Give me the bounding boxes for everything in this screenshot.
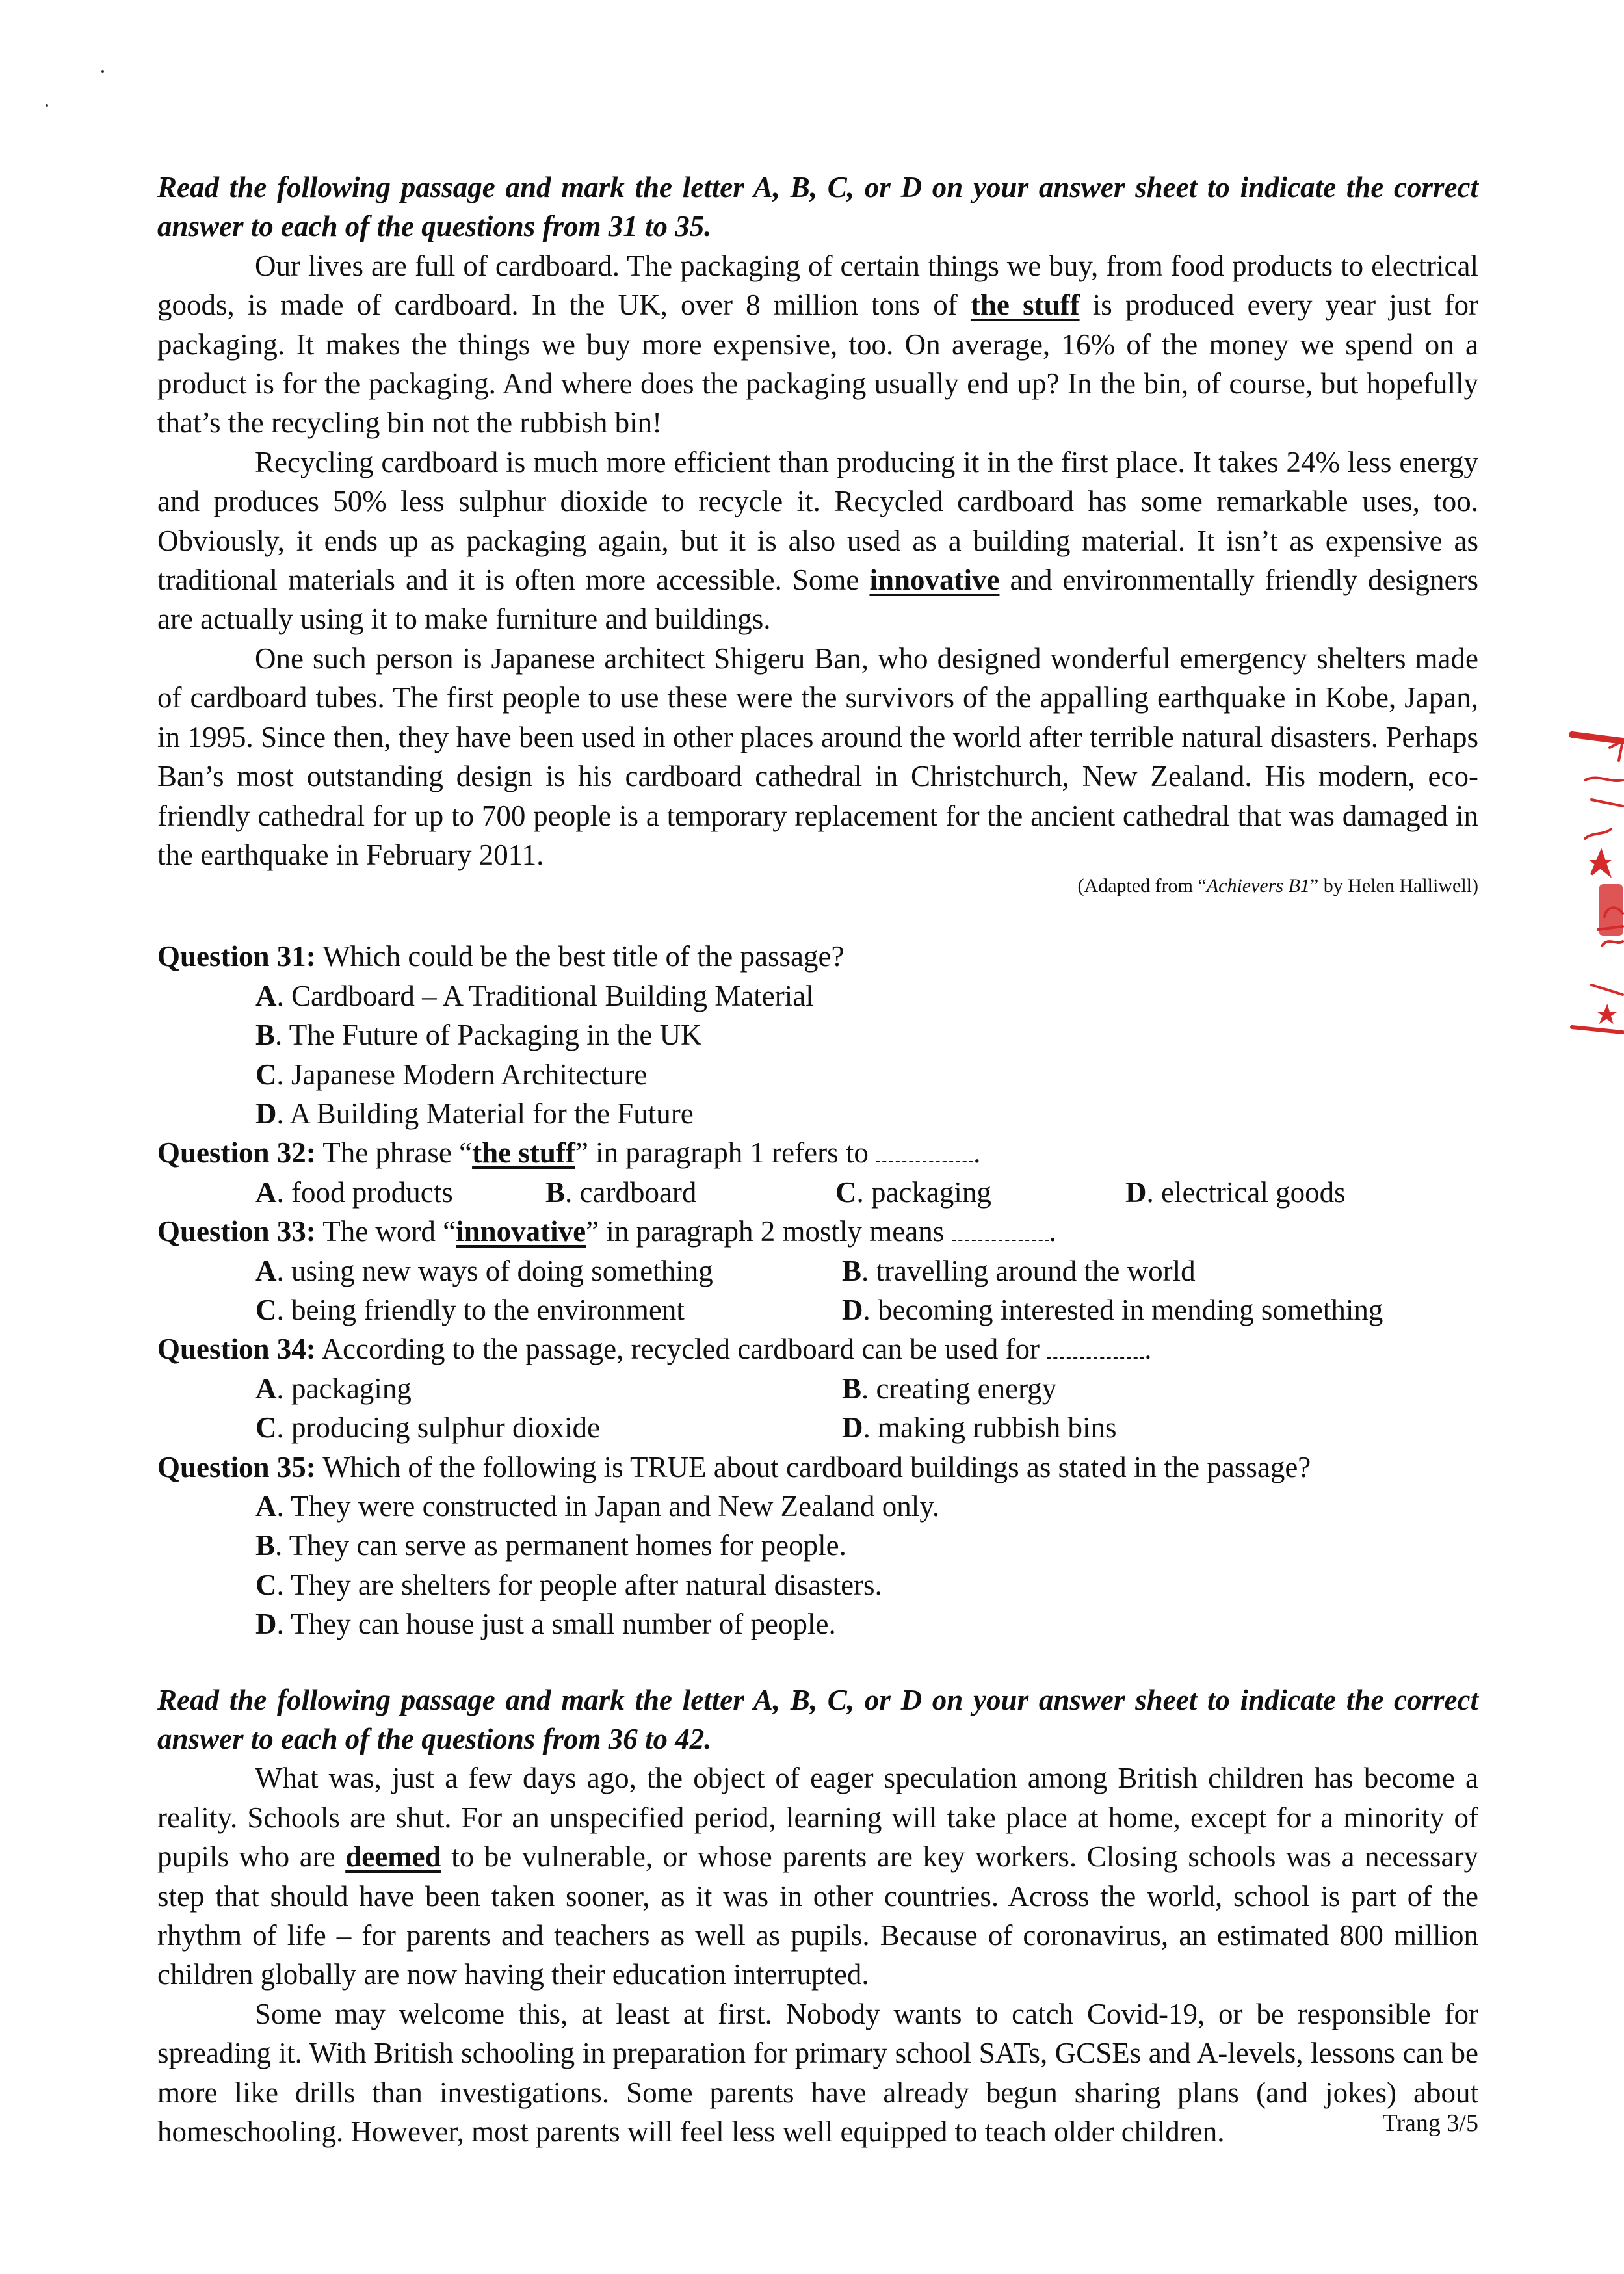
question-34-option-d[interactable]: D. making rubbish bins [842, 1411, 1117, 1444]
question-35-option-a[interactable]: A. They were constructed in Japan and New Zealand only. [255, 1490, 940, 1523]
spacer [157, 1644, 1478, 1680]
question-32-option-d[interactable]: D. electrical goods [1125, 1175, 1346, 1209]
question-34-options-cd [157, 1408, 1478, 1447]
question-33-options-ab [157, 1251, 1478, 1290]
passage1-paragraph-3: One such person is Japanese architect Shigeru Ban, who designed wonderful emergency shelters made of cardboard tubes. The first people to use these were the survivors of the appalling earthquake in Kobe, Japan, in 1995. Since then, they have been used in other places around the world after terrible natural disasters. Perhaps Ban’s most outstanding design is his cardboard cathedral in Christchurch, New Zealand. His modern, eco-friendly cathedral for up to 700 people is a temporary replacement for the ancient cathedral that was damaged in the earthquake in February 2011. [157, 642, 1478, 871]
answer-blank [1047, 1334, 1144, 1359]
highlight-deemed: deemed [345, 1840, 441, 1874]
question-34-options-ab [157, 1369, 1478, 1408]
question-31-option-c[interactable]: C. Japanese Modern Architecture [255, 1058, 648, 1091]
question-34: Question 34: According to the passage, recycled cardboard can be used for . [157, 1333, 1152, 1366]
page-number: Trang 3/5 [1382, 2110, 1478, 2137]
question-33-options-cd [157, 1290, 1478, 1329]
question-34-option-a[interactable]: A. packaging [255, 1372, 412, 1405]
question-35: Question 35: Which of the following is TRUE about cardboard buildings as stated in the passage? [157, 1450, 1311, 1483]
page-content [157, 168, 1478, 2152]
question-32: Question 32: The phrase “the stuff” in paragraph 1 refers to . [157, 1136, 981, 1170]
question-35-option-d[interactable]: D. They can house just a small number of people. [255, 1608, 836, 1641]
question-33-option-c[interactable]: C. being friendly to the environment [255, 1293, 685, 1326]
question-32-options [157, 1173, 1478, 1212]
highlight-the-stuff: the stuff [970, 289, 1080, 322]
passage2-paragraph-1: What was, just a few days ago, the object of eager speculation among British children has become a reality. Schools are shut. For an unspecified period, learning will take place at home, except for a minority of pupils who are deemed to be vulnerable, or whose parents are key workers. Closing schools was a necessary step that should have been taken sooner, as it was in other countries. Across the world, school is part of the rhythm of life – for parents and teachers as well as pupils. Because of coronavirus, an estimated 800 million children globally are now having their education interrupted. [157, 1762, 1478, 1991]
passage2-instruction: Read the following passage and mark the letter A, B, C, or D on your answer sheet to indicate the correct answer to each of the questions from 36 to 42. [157, 1683, 1478, 1756]
question-33-option-b[interactable]: B. travelling around the world [842, 1254, 1196, 1287]
question-33-option-d[interactable]: D. becoming interested in mending something [842, 1293, 1383, 1326]
answer-blank [952, 1216, 1049, 1241]
question-32-option-a[interactable]: A. food products [255, 1175, 453, 1209]
scan-speck [101, 70, 104, 73]
red-stamp-fragment [1546, 722, 1624, 1034]
scan-speck [46, 104, 48, 107]
passage2-paragraph-2: Some may welcome this, at least at first. Nobody wants to catch Covid-19, or be responsible for spreading it. With British schooling in preparation for primary school SATs, GCSEs and A-levels, lessons can be more like drills than investigations. Some parents have already begun sharing plans (and jokes) about homeschooling. However, most parents will feel less well equipped to teach older children. [157, 1997, 1478, 2149]
question-31-option-d[interactable]: D. A Building Material for the Future [255, 1097, 694, 1130]
highlight-innovative: innovative [869, 564, 1000, 597]
passage1-paragraph-2: Recycling cardboard is much more efficient than producing it in the first place. It takes 24% less energy and produces 50% less sulphur dioxide to recycle it. Recycled cardboard has some remarkable uses, too. Obviously, it ends up as packaging again, but it is also used as a building material. It isn’t as expensive as traditional materials and it is often more accessible. Some innovative and environmentally friendly designers are actually using it to make furniture and buildings. [157, 445, 1478, 636]
question-34-option-c[interactable]: C. producing sulphur dioxide [255, 1411, 600, 1444]
answer-blank [876, 1138, 973, 1162]
question-35-option-c[interactable]: C. They are shelters for people after natural disasters. [255, 1568, 882, 1601]
spacer [157, 900, 1478, 937]
question-32-option-c[interactable]: C. packaging [835, 1175, 991, 1209]
passage1-paragraph-1: Our lives are full of cardboard. The packaging of certain things we buy, from food products to electrical goods, is made of cardboard. In the UK, over 8 million tons of the stuff is produced every year just for packaging. It makes the things we buy more expensive, too. On average, 16% of the money we spend on a product is for the packaging. And where does the packaging usually end up? In the bin, of course, but hopefully that’s the recycling bin not the rubbish bin! [157, 249, 1478, 439]
question-35-option-b[interactable]: B. They can serve as permanent homes for people. [255, 1529, 846, 1562]
question-34-option-b[interactable]: B. creating energy [842, 1372, 1057, 1405]
question-32-option-b[interactable]: B. cardboard [545, 1175, 697, 1209]
passage1-instruction: Read the following passage and mark the letter A, B, C, or D on your answer sheet to indicate the correct answer to each of the questions from 31 to 35. [157, 171, 1478, 243]
question-31-option-b[interactable]: B. The Future of Packaging in the UK [255, 1019, 702, 1052]
question-31: Question 31: Which could be the best title of the passage? [157, 940, 845, 973]
question-33-option-a[interactable]: A. using new ways of doing something [255, 1254, 713, 1287]
source-citation: (Adapted from “Achievers B1” by Helen Halliwell) [1077, 875, 1478, 897]
question-33: Question 33: The word “innovative” in paragraph 2 mostly means . [157, 1215, 1056, 1248]
question-31-option-a[interactable]: A. Cardboard – A Traditional Building Material [255, 979, 814, 1012]
